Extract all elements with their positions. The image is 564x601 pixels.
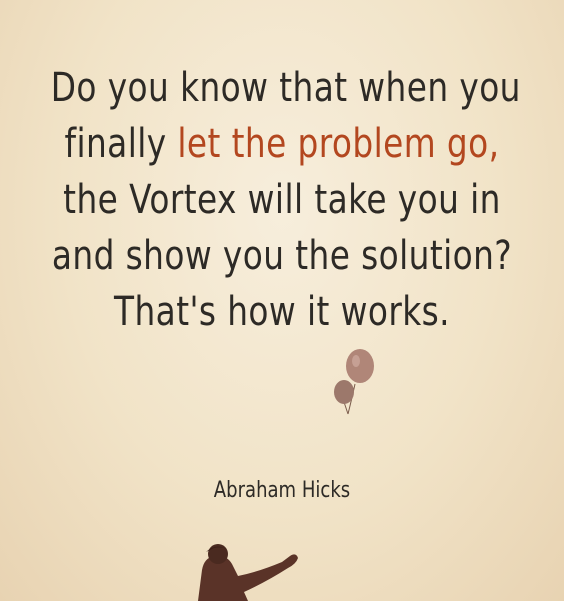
quote-line-5: That's how it works. xyxy=(114,289,450,335)
balloons-icon xyxy=(328,346,382,416)
quote-line-1: Do you know that when you xyxy=(50,65,521,111)
quote-text xyxy=(0,60,564,340)
quote-line-2: finally let the problem go, xyxy=(64,121,500,167)
quote-author: Abraham Hicks xyxy=(213,478,351,503)
quote-line-3: the Vortex will take you in xyxy=(63,177,501,223)
person-silhouette xyxy=(178,540,308,601)
quote-line-4: and show you the solution? xyxy=(51,233,513,279)
quote-accent: let the problem go, xyxy=(177,121,500,167)
